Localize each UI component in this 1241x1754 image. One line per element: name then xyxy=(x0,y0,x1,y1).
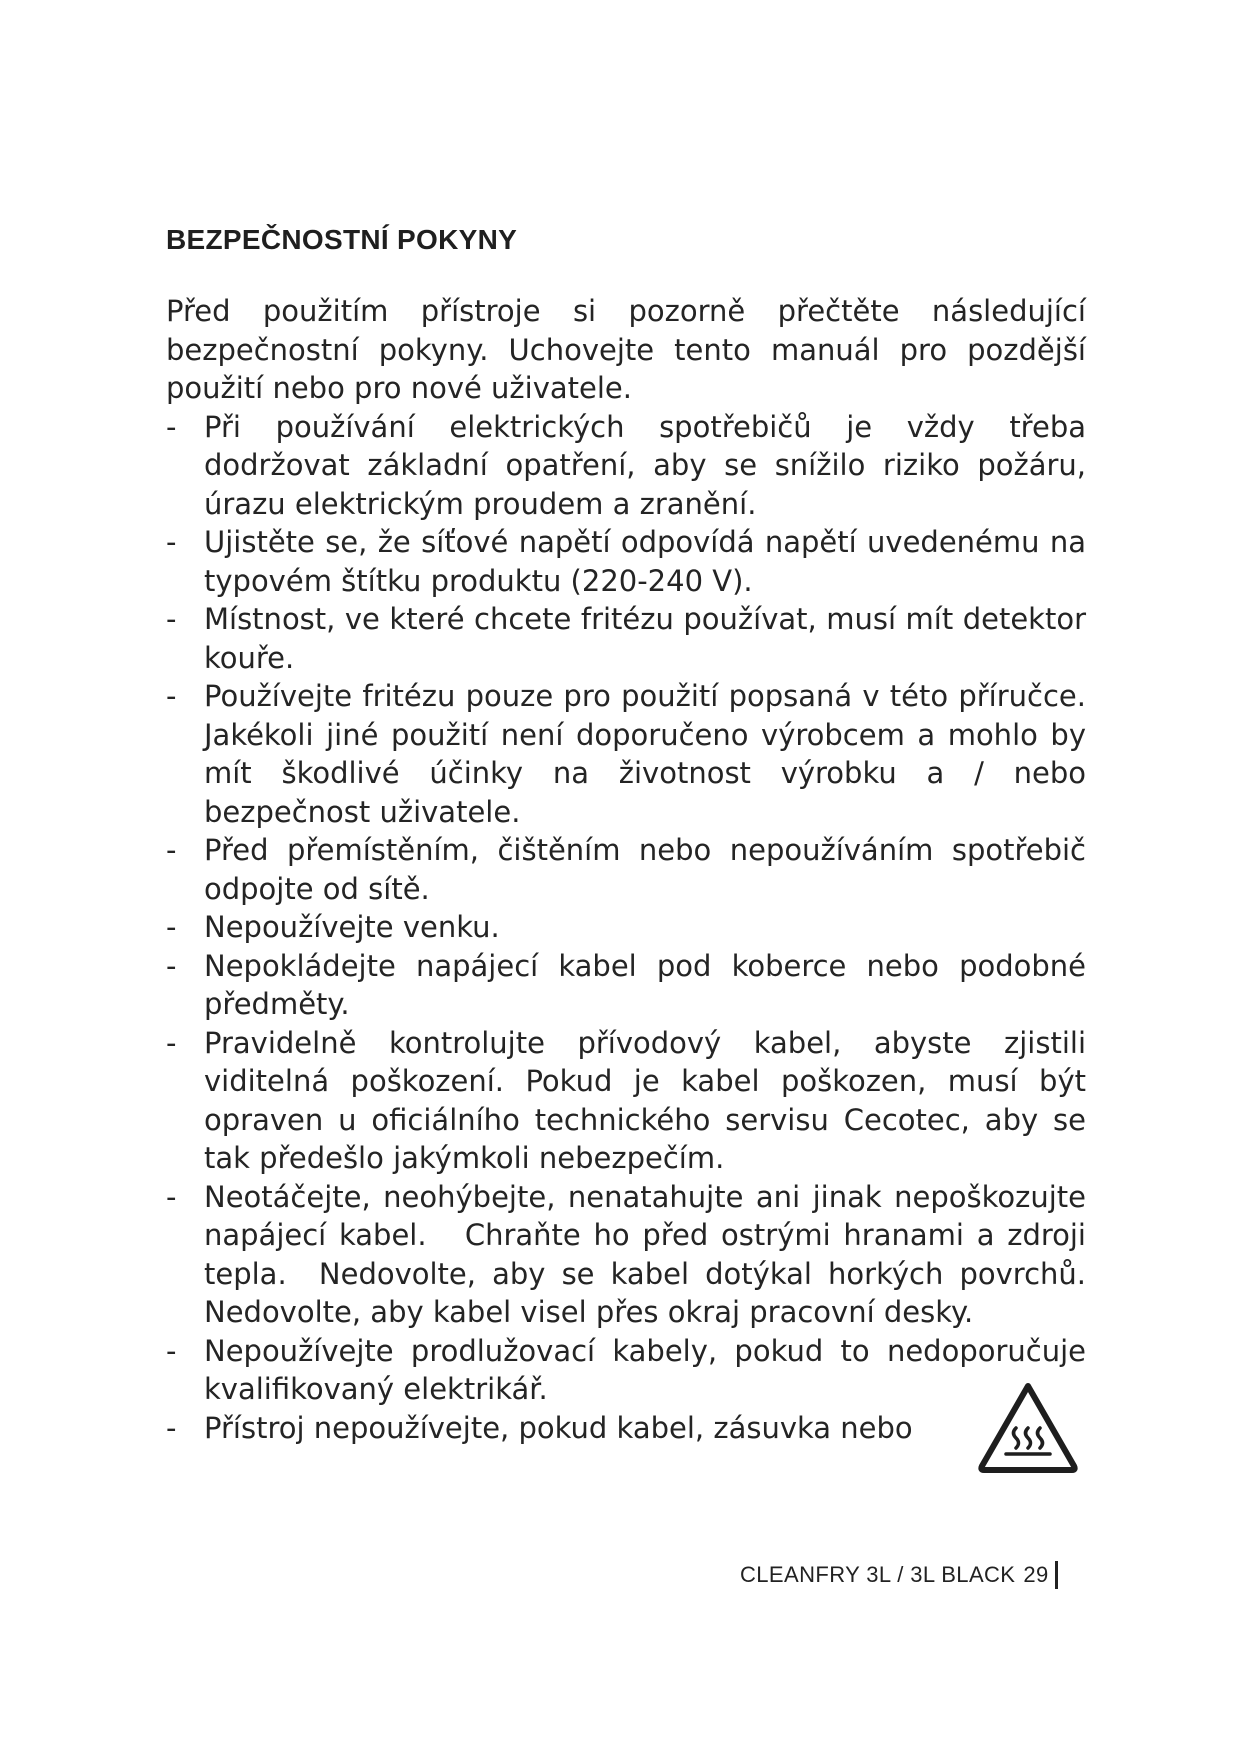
list-bullet: - xyxy=(166,948,177,983)
list-item-text: Nepoužívejte prodlužovací kabely, pokud to nedoporučuje kvalifikovaný elektrikář. xyxy=(204,1333,1086,1406)
list-item-text: Nepokládejte napájecí kabel pod koberce nebo podobné předměty. xyxy=(204,948,1086,1021)
list-item-text: Místnost, ve které chcete fritézu používat, musí mít detektor kouře. xyxy=(204,602,1086,675)
list-item xyxy=(166,908,1086,947)
list-bullet: - xyxy=(166,833,177,867)
list-bullet: - xyxy=(166,1179,177,1214)
list-item xyxy=(166,408,1086,524)
list-bullet: - xyxy=(166,1333,177,1368)
safety-list xyxy=(166,408,1096,1448)
list-item-text: Ujistěte se, že síťové napětí odpovídá napětí uvedenému na typovém štítku produktu (220-240 V). xyxy=(204,525,1086,598)
footer-page-number: 29 xyxy=(1023,1562,1049,1587)
list-bullet: - xyxy=(166,1410,177,1445)
list-item-text: Nepoužívejte venku. xyxy=(204,910,500,944)
list-item-text: Neotáčejte, neohýbejte, nenatahujte ani jinak nepoškozujte napájecí kabel. Chraňte ho před ostrými hranami a zdroji tepla. Nedovolte, aby se kabel dotýkal horkých povrchů. Nedovolte, aby kabel visel přes okraj pracovní desky. xyxy=(204,1179,1096,1329)
list-bullet: - xyxy=(166,910,177,944)
hot-surface-warning-icon xyxy=(976,1380,1080,1474)
list-item-text: Při používání elektrických spotřebičů je vždy třeba dodržovat základní opatření, aby se snížilo riziko požáru, úrazu elektrickým proudem a zranění. xyxy=(204,409,1086,521)
list-item xyxy=(166,600,1086,677)
list-bullet: - xyxy=(166,679,177,713)
list-item-text: Pravidelně kontrolujte přívodový kabel, abyste zjistili viditelná poškození. Pokud je kabel poškozen, musí být opraven u oficiálního technického servisu Cecotec, aby se tak předešlo jakýmkoli nebezpečím. xyxy=(204,1025,1086,1175)
list-item-text: Před přemístěním, čištěním nebo nepoužíváním spotřebič odpojte od sítě. xyxy=(204,833,1086,906)
footer-model: CLEANFRY 3L / 3L BLACK xyxy=(740,1562,1016,1587)
list-item xyxy=(166,831,1086,908)
list-item xyxy=(166,1409,948,1448)
page-title: BEZPEČNOSTNÍ POKYNY xyxy=(166,224,518,255)
list-item xyxy=(166,677,1086,831)
page-footer xyxy=(740,1561,1058,1589)
list-item-text: Používejte fritézu pouze pro použití popsaná v této příručce. Jakékoli jiné použití není doporučeno výrobcem a mohlo by mít škodlivé účinky na životnost výrobku a / nebo bezpečnost uživatele. xyxy=(204,679,1086,829)
list-item xyxy=(166,1178,1096,1332)
list-item xyxy=(166,1332,1086,1409)
list-item-text: Přístroj nepoužívejte, pokud kabel, zásuvka nebo xyxy=(204,1410,913,1445)
list-bullet: - xyxy=(166,1025,177,1060)
list-bullet: - xyxy=(166,602,177,636)
list-item xyxy=(166,947,1086,1024)
list-bullet: - xyxy=(166,525,177,559)
list-bullet: - xyxy=(166,409,177,444)
list-item xyxy=(166,1024,1086,1178)
safety-content xyxy=(166,292,1096,1447)
list-item xyxy=(166,523,1086,600)
intro-paragraph: Před použitím přístroje si pozorně přečtěte následující bezpečnostní pokyny. Uchovejte tento manuál pro pozdější použití nebo pro nové uživatele. xyxy=(166,294,1086,405)
footer-divider xyxy=(1055,1561,1058,1589)
